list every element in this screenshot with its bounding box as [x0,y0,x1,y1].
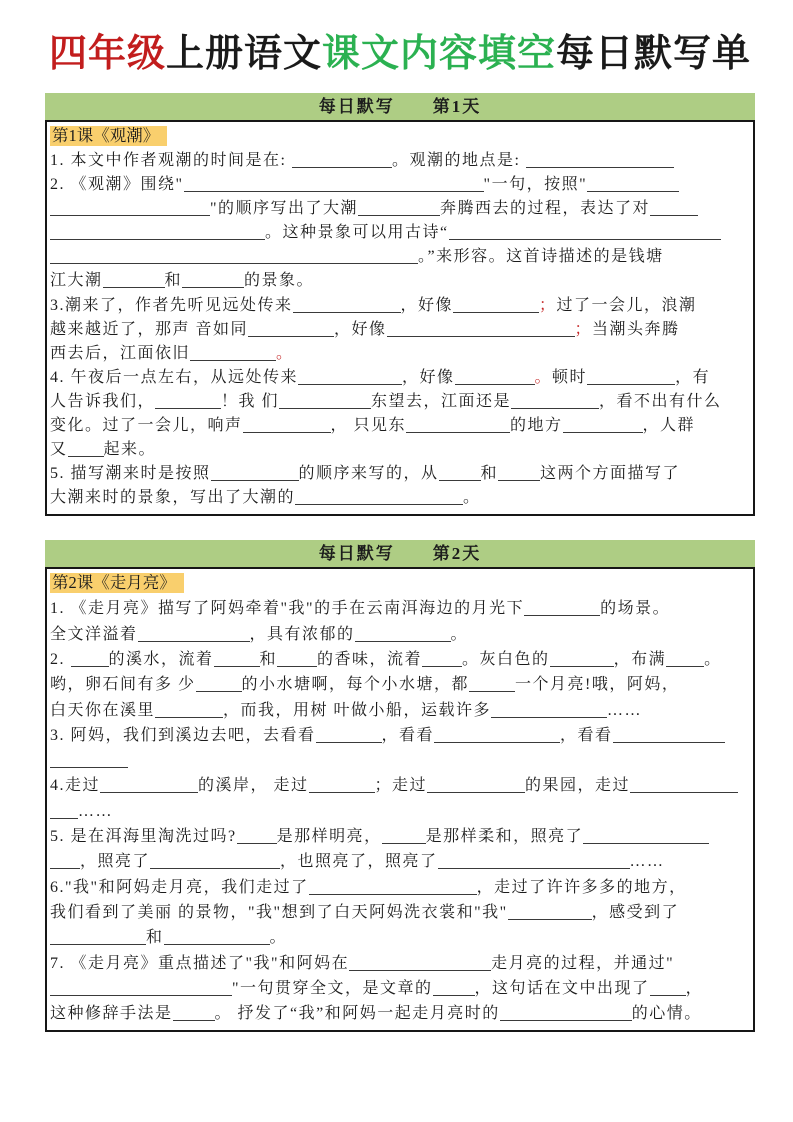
worksheet-line [50,976,750,1001]
text-segment: 。观潮的地点是: [391,152,526,169]
text-segment: 5. 是在洱海里淘洗过吗? [50,828,237,846]
text-segment: 一个月亮!哦，阿妈， [515,676,680,694]
text-segment: 6."我"和阿妈走月亮，我们走过了 [50,878,309,896]
blank-field [587,177,679,192]
text-segment: 。 [704,651,722,668]
blank-field [422,652,462,667]
worksheet-line [50,698,750,723]
text-segment: ， 只见东 [330,417,407,435]
day-2-section [45,540,755,1032]
blank-field [173,1006,215,1021]
page-title [45,22,755,77]
text-segment: …… [78,802,113,820]
text-segment: ，有 [675,368,711,386]
text-segment: 和 [164,272,183,290]
text-segment: "一句，按照" [483,176,588,194]
blank-field [583,829,709,844]
lesson-2-label-row [50,571,750,596]
blank-field [650,981,686,996]
text-segment: 的溪水，流着 [108,651,214,668]
blank-field [439,466,481,481]
worksheet-line [50,748,750,773]
worksheet-line [50,672,750,697]
text-segment: 过了一会儿，浪潮 [556,296,697,314]
text-segment: 的香味，流着 [317,651,423,668]
blank-field [50,854,80,869]
blank-field [50,225,265,240]
blank-field [237,829,277,844]
day-2-questions [50,596,750,1026]
worksheet-line [50,462,750,486]
text-segment: 全文洋溢着 [50,625,138,643]
blank-field [298,370,402,385]
text-segment: 这种修辞手法是 [50,1005,173,1023]
text-segment: 5. 描写潮来时是按照 [50,465,211,483]
blank-field [382,829,426,844]
text-segment: 2. 《观潮》围绕" [50,176,184,194]
worksheet-line [50,486,750,510]
text-segment: ，也照亮了，照亮了 [280,853,438,871]
blank-field [387,322,575,337]
worksheet-line [50,849,750,874]
text-segment: …… [607,701,643,719]
blank-field [498,466,540,481]
blank-field [155,394,221,409]
blank-field [438,854,630,869]
text-segment: 哟，卵石间有多 少 [50,676,196,694]
text-segment: 和 [146,929,164,947]
blank-field [316,728,382,743]
blank-field [500,1006,632,1021]
text-segment: 。 [269,929,288,947]
worksheet-line [50,596,750,621]
text-segment: "的顺序写出了大潮 [210,200,359,218]
day-2-box [45,567,755,1032]
day-2-header-bar: 每日默写 第2天 [45,540,755,567]
blank-field [50,249,418,264]
text-segment: ，这句话在文中出现了 [474,979,650,997]
text-segment: 是那样明亮， [276,828,382,846]
text-segment: 和 [259,651,278,668]
text-segment: ，具有浓郁的 [249,625,355,643]
text-segment: ，好像 [402,368,455,386]
blank-field [138,627,250,642]
blank-field [563,418,643,433]
blank-field [455,370,535,385]
blank-field [150,854,280,869]
text-segment: 。这种景象可以用古诗“ [265,224,449,242]
text-segment: 的地方 [510,417,563,435]
blank-field [190,346,276,361]
text-segment: 的小水塘啊，每个小水塘，都 [241,676,470,694]
blank-field [309,880,477,895]
text-segment: ！我 们 [221,392,280,410]
blank-field [211,466,299,481]
worksheet-line [50,773,750,798]
blank-field [406,418,510,433]
worksheet-line [50,824,750,849]
blank-field [71,652,109,667]
blank-field [184,177,484,192]
blank-field [613,728,725,743]
text-segment: ，布满 [613,651,667,668]
text-segment: 大潮来时的景象，写出了大潮的 [50,489,296,507]
blank-field [427,778,525,793]
text-segment: 的溪岸， 走过 [198,777,309,795]
worksheet-line [50,269,750,293]
text-segment: 1. 本文中作者观潮的时间是在: [50,152,292,169]
text-segment: 我们看到了美丽 的景物，"我"想到了白天阿妈洗衣裳和"我" [50,903,508,921]
text-segment: …… [629,853,665,871]
blank-field [50,201,210,216]
day-1-questions [50,149,750,510]
text-segment: ， [685,979,704,997]
blank-field [196,677,242,692]
blank-field [103,273,165,288]
blank-field [469,677,515,692]
text-segment: 当潮头奔腾 [592,320,680,338]
text-segment: 的景象。 [244,272,315,290]
blank-field [349,956,491,971]
blank-field [50,753,128,768]
text-segment: 起来。 [103,441,157,459]
day-1-section [45,93,755,516]
worksheet-line [50,366,750,390]
blank-field [358,201,440,216]
text-segment: 课文内容填空 [322,33,557,75]
text-segment: 的果园，走过 [525,777,631,795]
worksheet-line [50,799,750,824]
text-segment: ； [539,296,557,314]
day-1-box [45,120,755,516]
blank-field [214,652,260,667]
worksheet-line [50,951,750,976]
text-segment: ； [574,320,593,338]
text-segment: 。 [450,625,469,643]
text-segment: 上册语文 [165,33,322,75]
text-segment: 四年级 [48,33,166,75]
text-segment: 人告诉我们， [50,392,156,410]
blank-field [630,778,738,793]
text-segment: 这两个方面描写了 [540,465,681,483]
worksheet-line [50,438,750,462]
lesson-2-label: 第2课《走月亮》 [50,573,184,593]
text-segment: 是那样柔和，照亮了 [425,828,584,846]
text-segment: 7. 《走月亮》重点描述了"我"和阿妈在 [50,954,350,972]
blank-field [587,370,675,385]
text-segment: 每日默写单 [556,33,752,75]
blank-field [50,930,146,945]
lesson-1-label-row [50,124,750,149]
text-segment: ，看看 [560,726,613,744]
blank-field [526,153,674,168]
blank-field [100,778,198,793]
text-segment: ，好像 [400,296,454,314]
blank-field [449,225,721,240]
lesson-1-label: 第1课《观潮》 [50,126,167,146]
blank-field [666,652,704,667]
text-segment: 的场景。 [600,600,671,618]
blank-field [650,201,698,216]
blank-field [434,728,560,743]
text-segment: ；走过 [374,777,428,795]
text-segment: 。 [463,489,481,507]
text-segment: 。灰白色的 [462,651,550,668]
text-segment: 又 [50,441,68,459]
worksheet-line [50,1001,750,1026]
blank-field [279,394,371,409]
text-segment: 4. 午夜后一点左右，从远处传来 [50,368,299,386]
worksheet-line [50,173,750,197]
blank-field [433,981,475,996]
blank-field [295,490,463,505]
worksheet-line [50,342,750,366]
text-segment: ，感受到了 [591,903,680,921]
blank-field [491,703,607,718]
text-segment: ，看看 [381,726,435,744]
text-segment: ，走过了许许多多的地方， [476,878,687,896]
blank-field [50,981,232,996]
text-segment: 走月亮的过程，并通过" [491,954,675,972]
text-segment: 。 抒发了“我”和阿妈一起走月亮时的 [214,1005,500,1023]
worksheet-line [50,723,750,748]
worksheet-line [50,647,750,672]
text-segment: 。 [276,344,294,362]
blank-field [68,442,104,457]
blank-field [243,418,331,433]
blank-field [508,905,592,920]
worksheet-line [50,149,750,173]
text-segment: 3. 阿妈，我们到溪边去吧，去看看 [50,726,316,744]
text-segment: 越来越近了，那声 音如同 [50,320,249,338]
blank-field [453,298,539,313]
worksheet-line [50,318,750,342]
blank-field [293,298,401,313]
text-segment: 。 [534,368,553,386]
worksheet-line [50,221,750,245]
blank-field [355,627,451,642]
text-segment: 3.潮来了，作者先听见远处传来 [50,296,293,314]
text-segment: 江大潮 [50,272,103,290]
blank-field [248,322,334,337]
day-1-header-bar: 每日默写 第1天 [45,93,755,120]
text-segment: 东望去，江面还是 [371,392,512,410]
blank-field [277,652,317,667]
worksheet-line [50,875,750,900]
worksheet-line [50,294,750,318]
text-segment: ，而我，用树 叶做小船，运载许多 [223,701,492,719]
blank-field [164,930,270,945]
blank-field [292,153,392,168]
text-segment: ，看不出有什么 [599,392,722,410]
text-segment: 顿时 [552,368,588,386]
text-segment: 变化。过了一会儿，响声 [50,417,243,435]
blank-field [155,703,223,718]
text-segment: 。”来形容。这首诗描述的是钱塘 [418,248,664,266]
text-segment: "一句贯穿全文，是文章的 [232,979,433,997]
text-segment: 2. [50,651,71,668]
text-segment: 4.走过 [50,777,101,795]
text-segment: 西去后，江面依旧 [50,344,191,362]
text-segment: 奔腾西去的过程，表达了对 [440,200,651,218]
blank-field [182,273,244,288]
blank-field [309,778,375,793]
text-segment: 的心情。 [631,1005,702,1023]
text-segment: ，人群 [642,417,696,435]
worksheet-line [50,197,750,221]
text-segment: 白天你在溪里 [50,701,156,719]
worksheet-line [50,245,750,269]
text-segment: 的顺序来写的，从 [298,465,439,483]
worksheet-line [50,390,750,414]
worksheet-line [50,622,750,647]
blank-field [524,601,600,616]
blank-field [550,652,614,667]
worksheet-line [50,900,750,925]
text-segment: 和 [480,465,499,483]
blank-field [511,394,599,409]
blank-field [50,804,78,819]
text-segment: ，好像 [334,320,387,338]
worksheet-line [50,414,750,438]
text-segment: ，照亮了 [80,853,151,871]
text-segment: 1. 《走月亮》描写了阿妈牵着"我"的手在云南洱海边的月光下 [50,600,525,618]
worksheet-line [50,925,750,950]
